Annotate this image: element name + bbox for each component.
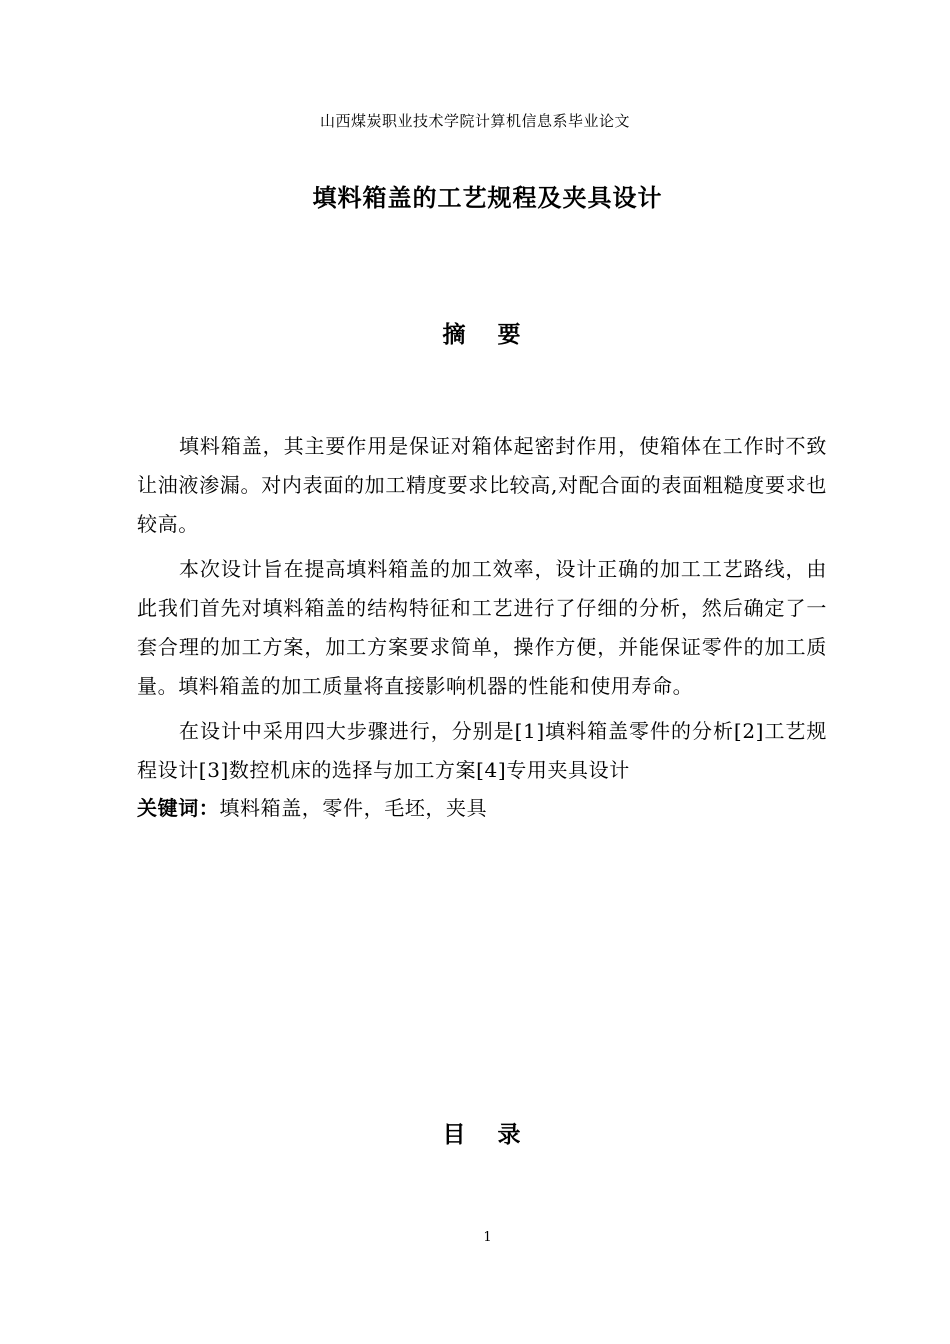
- document-title: 填料箱盖的工艺规程及夹具设计: [312, 184, 663, 212]
- running-header: 山西煤炭职业技术学院计算机信息系毕业论文: [319, 112, 630, 130]
- abstract-body: [137, 427, 827, 826]
- abstract-heading: 摘 要: [442, 322, 533, 348]
- keywords-label: 关键词：: [137, 796, 220, 820]
- abstract-paragraph-1: 填料箱盖，其主要作用是保证对箱体起密封作用，使箱体在工作时不致让油液渗漏。对内表面的加工精度要求比较高,对配合面的表面粗糙度要求也较高。: [137, 434, 827, 536]
- page-number: 1: [483, 1230, 492, 1245]
- abstract-paragraph-3: 在设计中采用四大步骤进行，分别是[1]填料箱盖零件的分析[2]工艺规程设计[3]数控机床的选择与加工方案[4]专用夹具设计: [137, 719, 827, 782]
- keywords-value: 填料箱盖，零件，毛坯，夹具: [219, 796, 488, 820]
- abstract-paragraph-2: 本次设计旨在提高填料箱盖的加工效率，设计正确的加工工艺路线，由此我们首先对填料箱盖的结构特征和工艺进行了仔细的分析，然后确定了一套合理的加工方案，加工方案要求简单，操作方便，并能保证零件的加工质量。填料箱盖的加工质量将直接影响机器的性能和使用寿命。: [137, 557, 827, 698]
- toc-heading: 目 录: [442, 1122, 533, 1148]
- keywords-line: [137, 790, 827, 826]
